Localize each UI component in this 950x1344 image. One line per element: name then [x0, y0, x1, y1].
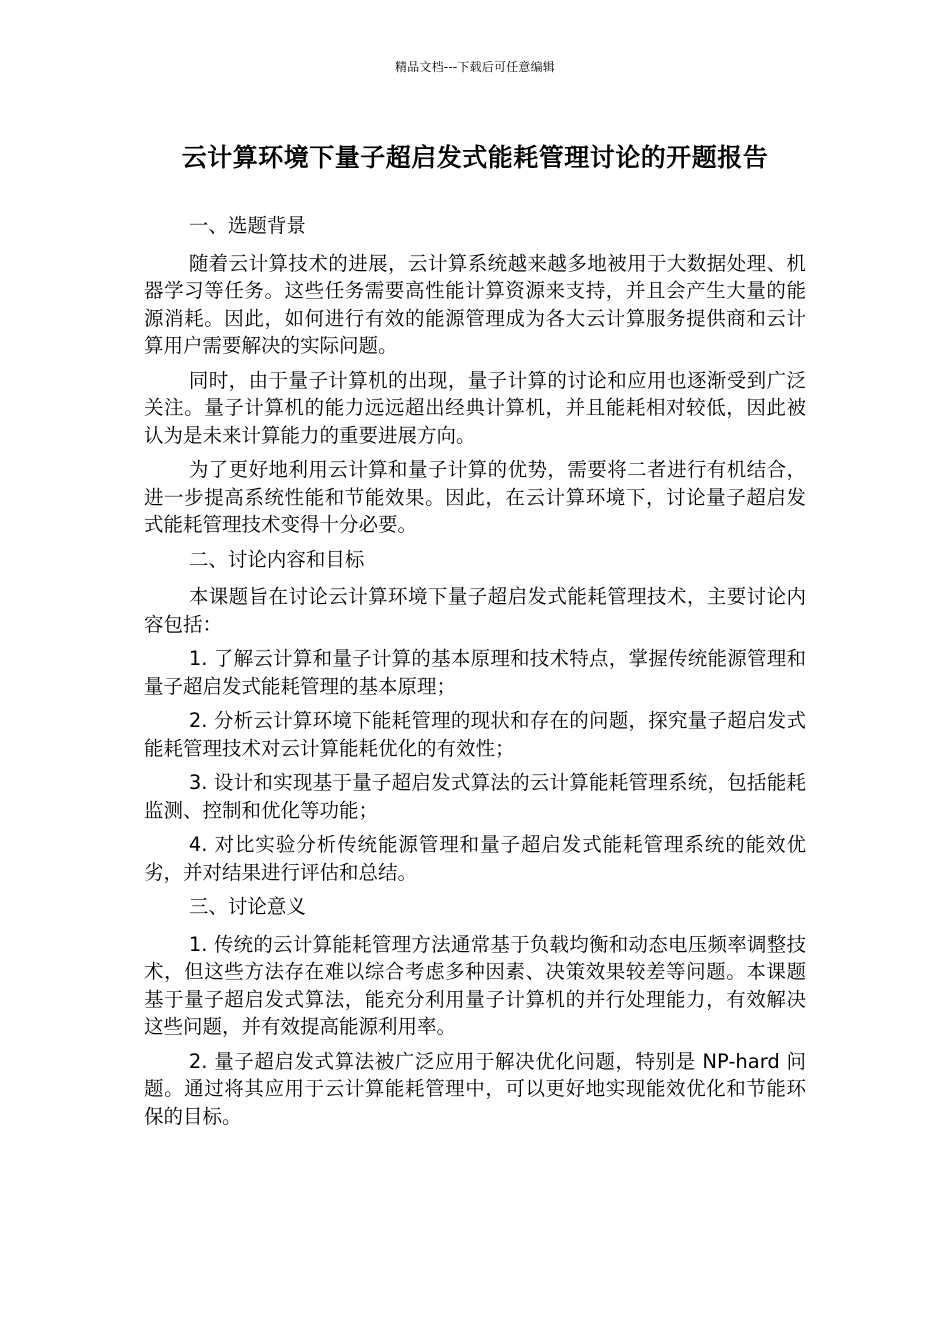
- section-heading-background: 一、选题背景: [188, 214, 306, 237]
- section-heading-significance: 三、讨论意义: [188, 895, 306, 918]
- list-item: 1. 了解云计算和量子计算的基本原理和技术特点，掌握传统能源管理和量子超启发式能耗管理的基本原理；: [144, 647, 806, 698]
- list-item: 4. 对比实验分析传统能源管理和量子超启发式能耗管理系统的能效优劣，并对结果进行评估和总结。: [144, 833, 806, 884]
- paragraph: 随着云计算技术的进展，云计算系统越来越多地被用于大数据处理、机器学习等任务。这些任务需要高性能计算资源来支持，并且会产生大量的能源消耗。因此，如何进行有效的能源管理成为各大云计算服务提供商和云计算用户需要解决的实际问题。: [144, 251, 806, 357]
- list-item: 1. 传统的云计算能耗管理方法通常基于负载均衡和动态电压频率调整技术，但这些方法存在难以综合考虑多种因素、决策效果较差等问题。本课题基于量子超启发式算法，能充分利用量子计算机的并行处理能力，有效解决这些问题，并有效提高能源利用率。: [144, 932, 806, 1038]
- list-item: 2. 量子超启发式算法被广泛应用于解决优化问题，特别是 NP-hard 问题。通过将其应用于云计算能耗管理中，可以更好地实现能效优化和节能环保的目标。: [144, 1049, 806, 1128]
- header-note: 精品文档---下载后可任意编辑: [395, 60, 555, 74]
- list-item: 3. 设计和实现基于量子超启发式算法的云计算能耗管理系统，包括能耗监测、控制和优化等功能；: [144, 771, 806, 822]
- document-body: [144, 212, 806, 1137]
- document-title: 云计算环境下量子超启发式能耗管理讨论的开题报告: [181, 143, 769, 172]
- list-item: 2. 分析云计算环境下能耗管理的现状和存在的问题，探究量子超启发式能耗管理技术对云计算能耗优化的有效性；: [144, 709, 806, 760]
- paragraph: 本课题旨在讨论云计算环境下量子超启发式能耗管理技术，主要讨论内容包括：: [144, 585, 806, 636]
- paragraph: 为了更好地利用云计算和量子计算的优势，需要将二者进行有机结合，进一步提高系统性能和节能效果。因此，在云计算环境下，讨论量子超启发式能耗管理技术变得十分必要。: [144, 458, 806, 536]
- paragraph: 同时，由于量子计算机的出现，量子计算的讨论和应用也逐渐受到广泛关注。量子计算机的能力远远超出经典计算机，并且能耗相对较低，因此被认为是未来计算能力的重要进展方向。: [144, 368, 806, 447]
- section-heading-content-goals: 二、讨论内容和目标: [188, 547, 365, 571]
